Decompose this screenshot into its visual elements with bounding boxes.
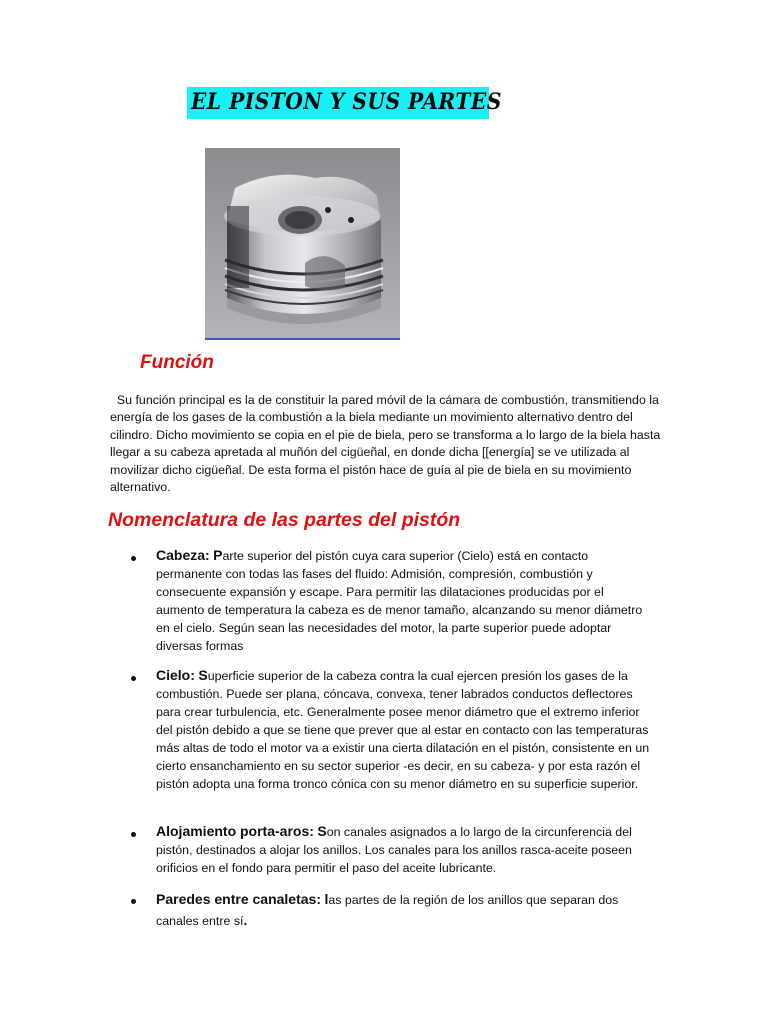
item-first-letter: S [198,667,208,683]
list-item-paredes [156,889,652,931]
list-item-alojamiento [156,822,652,877]
title-highlight [187,87,502,119]
page-title: EL PISTON Y SUS PARTES [191,89,502,115]
item-term: Alojamiento porta-aros: [156,823,314,839]
item-term: Paredes entre canaletas: [156,891,321,907]
paragraph-funcion-text: Su función principal es la de constituir la pared móvil de la cámara de combustión, transmitiendo la energía de los gases de la combustión a la biela mediante un movimiento alternativo dentro del cilindro. Dicho movimiento se copia en el pie de biela, pero se transforma a lo largo de la biela hasta llegar a su cabeza apretada al muñón del cigüeñal, en donde dicha [[energía] se ve utilizada al movilizar dicho cigüeñal. De esta forma el pistón hace de guía al pie de biela en su movimiento alternativo. [110,393,661,495]
bullet-icon [131,676,136,681]
item-term: Cielo: [156,667,195,683]
item-end-period: . [243,912,248,928]
photo-underline [205,338,400,340]
heading-funcion: Función [140,352,214,373]
heading-nomenclatura: Nomenclatura de las partes del pistón [108,509,461,531]
item-text: as partes de la región de los anillos que separan dos canales entre sí [156,893,619,928]
bullet-icon [131,899,136,904]
list-item-cabeza [156,546,652,655]
bullet-icon [131,832,136,837]
item-first-letter: l [324,891,329,907]
item-text: uperficie superior de la cabeza contra la cual ejercen presión los gases de la combustión. Puede ser plana, cóncava, convexa, tener labrados conductos deflectores para crear turbulencia, etc. Generalmente posee menor diámetro que el extremo inferior del pistón debido a que se tiene que prever que al estar en contacto con las temperaturas más altas de todo el motor va a existir una cierta dilatación en el pistón, consistente en un cierto ensanchamiento en su sector superior -es decir, en su cabeza- y por esta razón el pistón adopta una forma tronco cónica con su menor diámetro en su superficie superior. [156,669,650,791]
item-text: on canales asignados a lo largo de la circunferencia del pistón, destinados a alojar los anillos. Los canales para los anillos rasca-aceite poseen orificios en el fondo para permitir el paso del aceite lubricante. [156,825,632,875]
bullet-icon [131,556,136,561]
item-first-letter: S [317,823,327,839]
paragraph-funcion [110,392,670,496]
item-text: arte superior del pistón cuya cara superior (Cielo) está en contacto permanente con todas las fases del fluido: Admisión, compresión, combustión y consecuente expansión y escape. Para permitir las dilataciones producidas por el aumento de temperatura la cabeza es de menor tamaño, alcanzando su menor diámetro en el cielo. Según sean las necesidades del motor, la parte superior puede adoptar diversas formas [156,549,643,653]
list-item-cielo [156,666,652,793]
piston-photo [205,148,400,338]
item-term: Cabeza: [156,547,210,563]
item-first-letter: P [213,547,223,563]
